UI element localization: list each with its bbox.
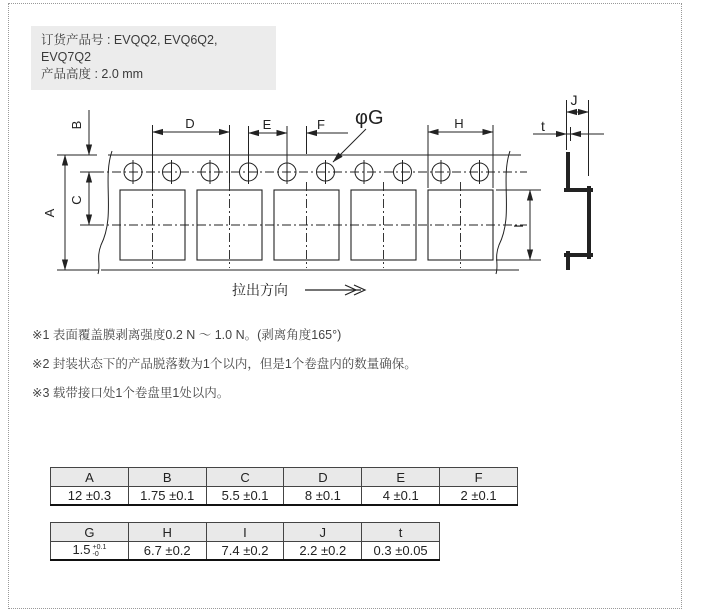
product-height-line: 产品高度 : 2.0 mm — [41, 67, 144, 81]
note-3: ※3 载带接口处1个卷盘里1处以内。 — [32, 386, 230, 400]
table-header-cell: D — [284, 468, 362, 487]
table-cell: 1.75 ±0.1 — [128, 487, 206, 506]
table-header-cell: I — [206, 523, 284, 542]
dim-label-f: F — [317, 117, 325, 132]
table-cell: 0.3 ±0.05 — [362, 542, 440, 561]
dim-label-i: I — [511, 224, 526, 228]
tape-section-profile — [566, 154, 591, 268]
tape-dimension-drawing — [0, 80, 717, 320]
note-1: ※1 表面覆盖膜剥离强度0.2 N ～ 1.0 N。(剥离角度165°) — [32, 328, 342, 342]
table-value-row — [51, 542, 440, 561]
table-cell: 5.5 ±0.1 — [206, 487, 284, 506]
table-header-cell: B — [128, 468, 206, 487]
dim-label-d: D — [185, 116, 195, 131]
note-2: ※2 封装状态下的产品脱落数为1个以内，但是1个卷盘内的数量确保。 — [32, 357, 417, 371]
dim-label-b: B — [69, 120, 84, 130]
dim-label-t: t — [541, 118, 545, 134]
table-header-cell: F — [440, 468, 518, 487]
table-cell-g-tolerance — [51, 542, 129, 561]
table-cell: 8 ±0.1 — [284, 487, 362, 506]
dimension-table-abcdef — [50, 467, 518, 506]
table-header-cell: G — [51, 523, 129, 542]
center-lines — [95, 172, 527, 268]
table-header-cell: C — [206, 468, 284, 487]
table-cell: 7.4 ±0.2 — [206, 542, 284, 561]
table-header-cell: H — [128, 523, 206, 542]
table-header-cell: A — [51, 468, 129, 487]
table-cell: 6.7 ±0.2 — [128, 542, 206, 561]
product-number-line: 订货产品号 : EVQQ2, EVQ6Q2, EVQ7Q2 — [41, 33, 218, 64]
table-cell: 2.2 ±0.2 — [284, 542, 362, 561]
table-cell: 4 ±0.1 — [362, 487, 440, 506]
g-value: 1.5 — [72, 542, 91, 558]
dimension-lines — [57, 100, 604, 270]
table-header-cell: t — [362, 523, 440, 542]
table-cell: 2 ±0.1 — [440, 487, 518, 506]
dim-label-phi-g: φG — [355, 107, 384, 129]
g-tolerance-plus: +0.1 — [92, 543, 107, 551]
table-header-row — [51, 468, 518, 487]
table-cell: 12 ±0.3 — [51, 487, 129, 506]
table-value-row — [51, 487, 518, 506]
notes — [32, 325, 417, 412]
table-header-row — [51, 523, 440, 542]
g-tolerance-minus: -0 — [92, 551, 99, 559]
dim-label-e: E — [262, 117, 272, 132]
pull-direction-arrow — [305, 285, 365, 295]
dim-label-c: C — [69, 195, 84, 205]
table-header-cell: J — [284, 523, 362, 542]
dimension-table-ghijt — [50, 522, 440, 561]
dim-label-j: J — [570, 92, 578, 108]
dim-label-h: H — [454, 116, 464, 131]
table-header-cell: E — [362, 468, 440, 487]
tape-outline — [98, 151, 521, 274]
pull-direction-label: 拉出方向 — [232, 282, 288, 298]
dim-label-a: A — [42, 208, 57, 218]
